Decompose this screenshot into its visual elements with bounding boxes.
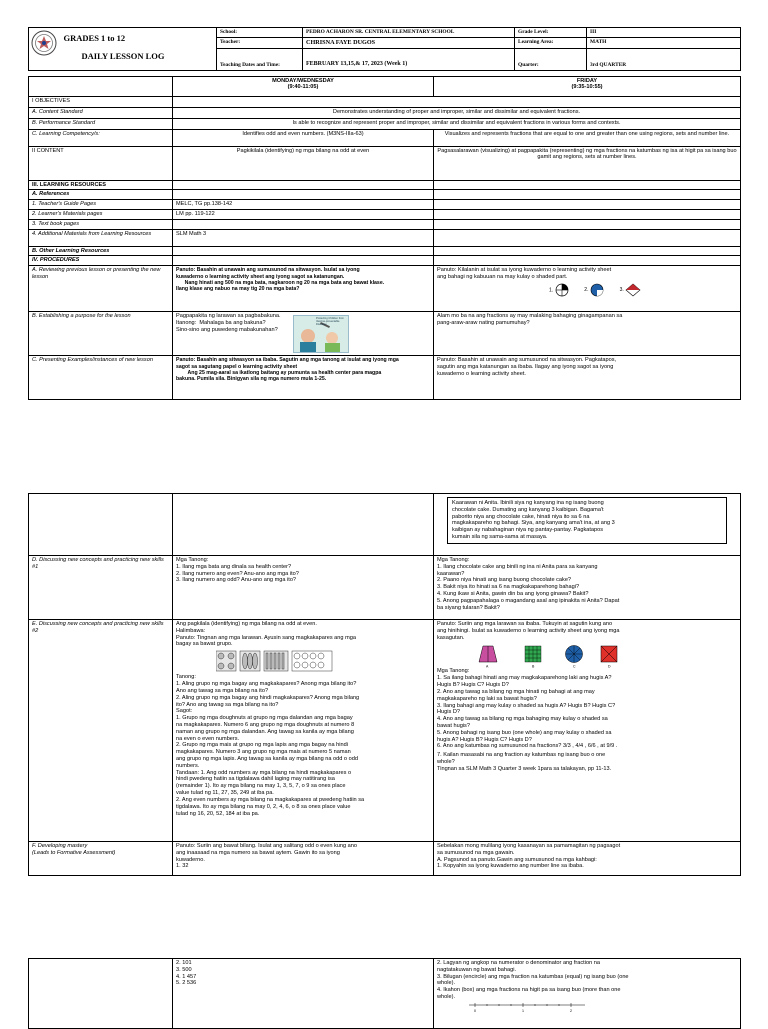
vaccination-image-caption: Protecting Children from Vaccine-preventable Diseases [316,317,344,326]
b-label: B. Establishing a purpose for the lesson [29,312,173,356]
content-standard-label: A. Content Standard [29,107,173,118]
d-label: D. Discussing new concepts and practicing new skills #1 [29,556,173,620]
performance-standard-label: B. Performance Standard [29,118,173,129]
title-grades: GRADES 1 to 12 [63,33,126,43]
vaccination-image [293,315,349,353]
lesson-table-page3 [28,958,741,1029]
teacher-value: CHRISNA FAYE DUGOS [303,38,515,49]
day-col-2: FRIDAY (9:35-10:55) [434,76,741,96]
day-col-1: MONDAY/WEDNESDAY (9:40-11:05) [173,76,434,96]
lm-label: 2. Learner's Materials pages [29,210,173,220]
tg-value: MELC, TG pp.138-142 [173,200,434,210]
f1-cell: Panuto: Suriin ang bawat bilang. Isulat ang salitang odd o even kung ano ang inaasaad na mga numero sa bawat aytem. Gawin ito sa iyong kuwaderno. 1. 32 [173,842,434,876]
b2-cell: Alam mo ba na ang fractions ay may malaking bahaging ginagampanan sa pang-araw-araw nating pamumuhay? [434,312,741,356]
textbook-label: 3. Text book pages [29,219,173,229]
objectives-label: I OBJECTIVES [29,96,173,107]
page-2 [28,493,740,876]
grade-label: Grade Level: [515,28,587,38]
red-diamond-icon [625,283,641,297]
area-value: MATH [587,38,741,49]
svg-text:D: D [608,664,611,669]
quarter-circle-icon [555,283,569,297]
fraction-shapes-icon [477,644,647,668]
tg-label: 1. Teacher's Guide Pages [29,200,173,210]
a-label: A. Reviewing previous lesson or presenting the new lesson [29,266,173,312]
dates-label: Teaching Dates and Time: [217,48,303,70]
c-label: C. Presenting Examples/instances of new lesson [29,356,173,400]
story-box: Kaarawan ni Anita. Ibinili siya ng kanyang ina ng isang buong chocolate cake. Dumating ang kanyang 3 kaibigan. Bagama't paborito niya ang chocolate cake, hinati niya ito sa 6 na magkakapareho ng bahagi. Siya, ang kanyang ama't ina, at ang 3 kaibigan ay nabahaginan niya ng pantay-pantay. Pagkatapos kumain sila ng sama-sama at masaya. [447,497,727,544]
resources-label: III. LEARNING RESOURCES [29,180,173,190]
grouped-objects-icon [216,650,356,672]
deped-logo-cell [29,28,61,71]
a2-cell: Panuto: Kilalanin at isulat sa iyong kuwaderno o learning activity sheet ang bahagi ng kabuuan na may kulay o shaded part. 1. 2. 3. [434,266,741,312]
d2-cell: Mga Tanong: 1. Ilang chocolate cake ang binili ng ina ni Anita para sa kanyang kaarawan? 2. Paano niya hinati ang isang buong chocolate cake? 3. Bakit niya ito hinati sa 6 na magkakaparehong bahagi? 4. Kung ikaw si Anita, gawin din ba ang iyong ginawa? Bakit? 5. Anong pagpapahalaga o magandang asal ang ipinakita ni Anita? Dapat ba siyang tularan? Bakit? [434,556,741,620]
a2-figures: 1. 2. 3. [437,283,737,297]
quarter-label: Quarter: [515,48,587,70]
additional-value: SLM Math 3 [173,229,434,246]
content-standard: Demonstrates understanding of proper and improper, similar and dissimilar and equivalent fractions. [173,107,741,118]
page-3 [28,958,740,1029]
grade-value: III [587,28,741,38]
c1-cell: Panuto: Basahin ang sitwasyon sa ibaba. Sagutin ang mga tanong at isulat ang iyong mga sagot sa sagutang papel o learning activity sheet Ang 25 mag-aaral sa ikatlong baitang ay pumunta sa health center para magpa bakuna. Pumila sila. Binigyan sila ng mga numero mula 1-25. [173,356,434,400]
objects-grid [216,650,430,672]
f-label: F. Developing mastery (Leads to Formative Assessment) [29,842,173,876]
number-line-icon [467,1001,587,1013]
a1-cell: Panuto: Basahin at unawain ang sumusunod na sitwasyon. Isulat sa iyong kuwaderno o learning activity sheet ang iyong sagot sa katanungan. Nang hinati ang 500 na mga bata, nagkaroon ng 20 na mga bata ang bawat klase. Ilang klase ang nabuo na may tig 20 na mga bata? [173,266,434,312]
e2-cell: Panuto: Suriin ang mga larawan sa ibaba. Tukuyin at sagutin kung ano ang hinihingi. Isulat sa kuwaderno o learning activity sheet ang iyong mga kasagutan. A B C D Mga Tanong: 1. Sa ilang bahagi hinati ang may magkakaparehong laki ang hugis A? Hugis B? Hugis C? Hugis D? 2. Ano ang tawag sa bilang ng mga hinati ng bahagi at ang may magkakapareho ng laki sa bawat hugis? 3. Ilang bahagi ang may kulay o shaded sa hugis A? Hugis B? Hugis C? Hugis D? 4. Ano ang tawag sa bilang ng mga bahaging may kulay o shaded sa bawat hugis? 5. Anong bahagi ng isang buo (one whole) ang may kulay o shaded sa hugis A? Hugis B? Hugis C? Hugis D? 6. Ano ang katumbas ng sumusunod na fractions? 3/3 , 4/4 , 6/6 , at 9/9 . 7. Kailan masasabi na ang fraction ay katumbas ng isang buo o one whole? Tingnan sa SLM Math 3 Quarter 3 week 1para sa talakayan, pp 11-13. [434,620,741,842]
e1-cell: Ang pagkilala (identifying) ng mga bilang na odd at even. Halimbawa: Panuto: Tingnan ang mga larawan. Ayusin sang magkakapares ang mga bagay sa bawat grupo. Tanong: 1. Aling grupo ng mga bagay ang magkakapares? Anong mga bilang ito? Ano ang tawag sa mga bilang na ito? 2. Aling grupo ng mga bagay ang hindi magkakapares? Anong mga bilang ito? Ano ang tawag sa mga bilang na ito? Sagot: 1. Grupo ng mga doughnuts at grupo ng mga dalandan ang mga bagay na magkakapares. Numero 6 ang grupo ng mga doughnuts at numero 8 naman ang grupo ng mga dalandan. Ang tawag sa kanila ay mga bilang na even o even numbers. 2. Grupo ng mga mais at grupo ng mga lapis ang mga bagay na hindi magkakapares. Numero 3 ang grupo ng mga mais at numero 5 naman ang grupo ng mga lapis. Ang tawag sa kanila ay mga bilang na odd o odd numbers. Tandaan: 1. Ang odd numbers ay mga bilang na hindi magkakapares o hindi pwedeng hatiin sa tigdalawa dahil laging may natitirang isa (remainder 1). Ito ay mga bilang na may 1, 3, 5, 7, o 9 sa ones place value tulad ng 11, 27, 35, 249 at iba pa. 2. Ang even numbers ay mga bilang na magkakapares at pwedeng hatiin sa tigdalawa. Ito ay mga bilang na may 0, 2, 4, 6, o 8 sa ones place value tulad ng 16, 20, 52, 184 at iba pa. [173,620,434,842]
svg-text:C: C [573,664,576,669]
school-value: PEDRO ACHARON SR. CENTRAL ELEMENTARY SCHOOL [303,28,515,38]
area-label: Learning Area: [515,38,587,49]
svg-text:A: A [486,664,489,669]
competency-1: Identifies odd and even numbers. (M3NS-IIIa-63) [173,129,434,146]
competency-label: C. Learning Competency/s: [29,129,173,146]
blue-pie-icon [590,283,604,297]
svg-text:B: B [532,664,535,669]
procedures-label: IV. PROCEDURES [29,256,173,266]
f1-continued-cell: 2. 101 3. 500 4. 1 457 5. 2 536 [173,959,434,1029]
content-1: Pagkikilala (identifying) ng mga bilang na odd at even [173,146,434,180]
additional-label: 4. Additional Materials from Learning Resources [29,229,173,246]
content-2: Pagsasalarawan (visualizing) at pagpapakita (representing) ng mga fractions na katumbas ng isa at higit pa sa isang buo gamit ang regions, sets at number lines. [434,146,741,180]
teacher-label: Teacher: [217,38,303,49]
header-table [28,27,741,71]
other-resources-label: B. Other Learning Resources [29,246,173,256]
f2-cell: Sebelakan mong mulilang iyong kasanayan sa pamamagitan ng pagsagot sa sumusunod na mga gawain. A. Pagsunod sa panuto.Gawin ang sumusunod na mga kahbagi: 1. Kopyahin sa iyong kuwaderno ang number line sa ibaba. [434,842,741,876]
page-1 [28,27,740,400]
svg-text:1: 1 [522,1008,524,1013]
competency-2: Visualizes and represents fractions that are equal to one and greater than one using regions, sets and number line. [434,129,741,146]
school-label: School: [217,28,303,38]
deped-seal-icon [31,30,57,56]
f2-continued-cell: 2. Lagyan ng angkop na numerator o denominator ang fraction na nagtatakuwan ng bawat bahagi. 3. Bilugan (encircle) ang mga fraction na katumbas (equal) ng isang buo (one whole). 4. Ikahon (box) ang mga fractions na higit pa sa isang buo (more than one whole). 0 1 2 [434,959,741,1029]
c2-cell: Panuto: Basahin at unawain ang sumusunod na sitwasyon. Pagkatapos, sagutin ang mga katanungan sa ibaba. Ilagay ang iyong sagot sa iyong kuwaderno o learning activity sheet. [434,356,741,400]
b1-cell: Pagpapakita ng larawan sa pagbabakuna. Itanong: Mahalaga ba ang bakuna? Sino-sino ang puwedeng mabakunahan? Protecting Children from Vaccine-preventable Diseases [173,312,434,356]
lm-value: LM pp. 119-122 [173,210,434,220]
e-label: E. Discussing new concepts and practicing new skills #2 [29,620,173,842]
lesson-table-continued [28,493,741,876]
dates-value: FEBRUARY 13,15,& 17, 2023 (Week 1) [303,48,515,70]
d1-cell: Mga Tanong: 1. Ilang mga bata ang dinala sa health center? 2. Ilang numero ang even? Anu-ano ang mga ito? 3. Ilang numero ang odd? Anu-ano ang mga ito? [173,556,434,620]
svg-text:2: 2 [570,1008,572,1013]
shapes-row [477,644,737,668]
performance-standard: Is able to recognize and represent proper and improper, similar and dissimilar and equivalent fractions in various forms and contexts. [173,118,741,129]
references-label: A. References [29,190,173,200]
story-cell [434,494,741,556]
svg-text:0: 0 [474,1008,476,1013]
lesson-table [28,76,741,401]
quarter-value: 3rd QUARTER [587,48,741,70]
title-dll: DAILY LESSON LOG [81,51,165,62]
title-cell [61,28,217,71]
content-label: II CONTENT [29,146,173,180]
